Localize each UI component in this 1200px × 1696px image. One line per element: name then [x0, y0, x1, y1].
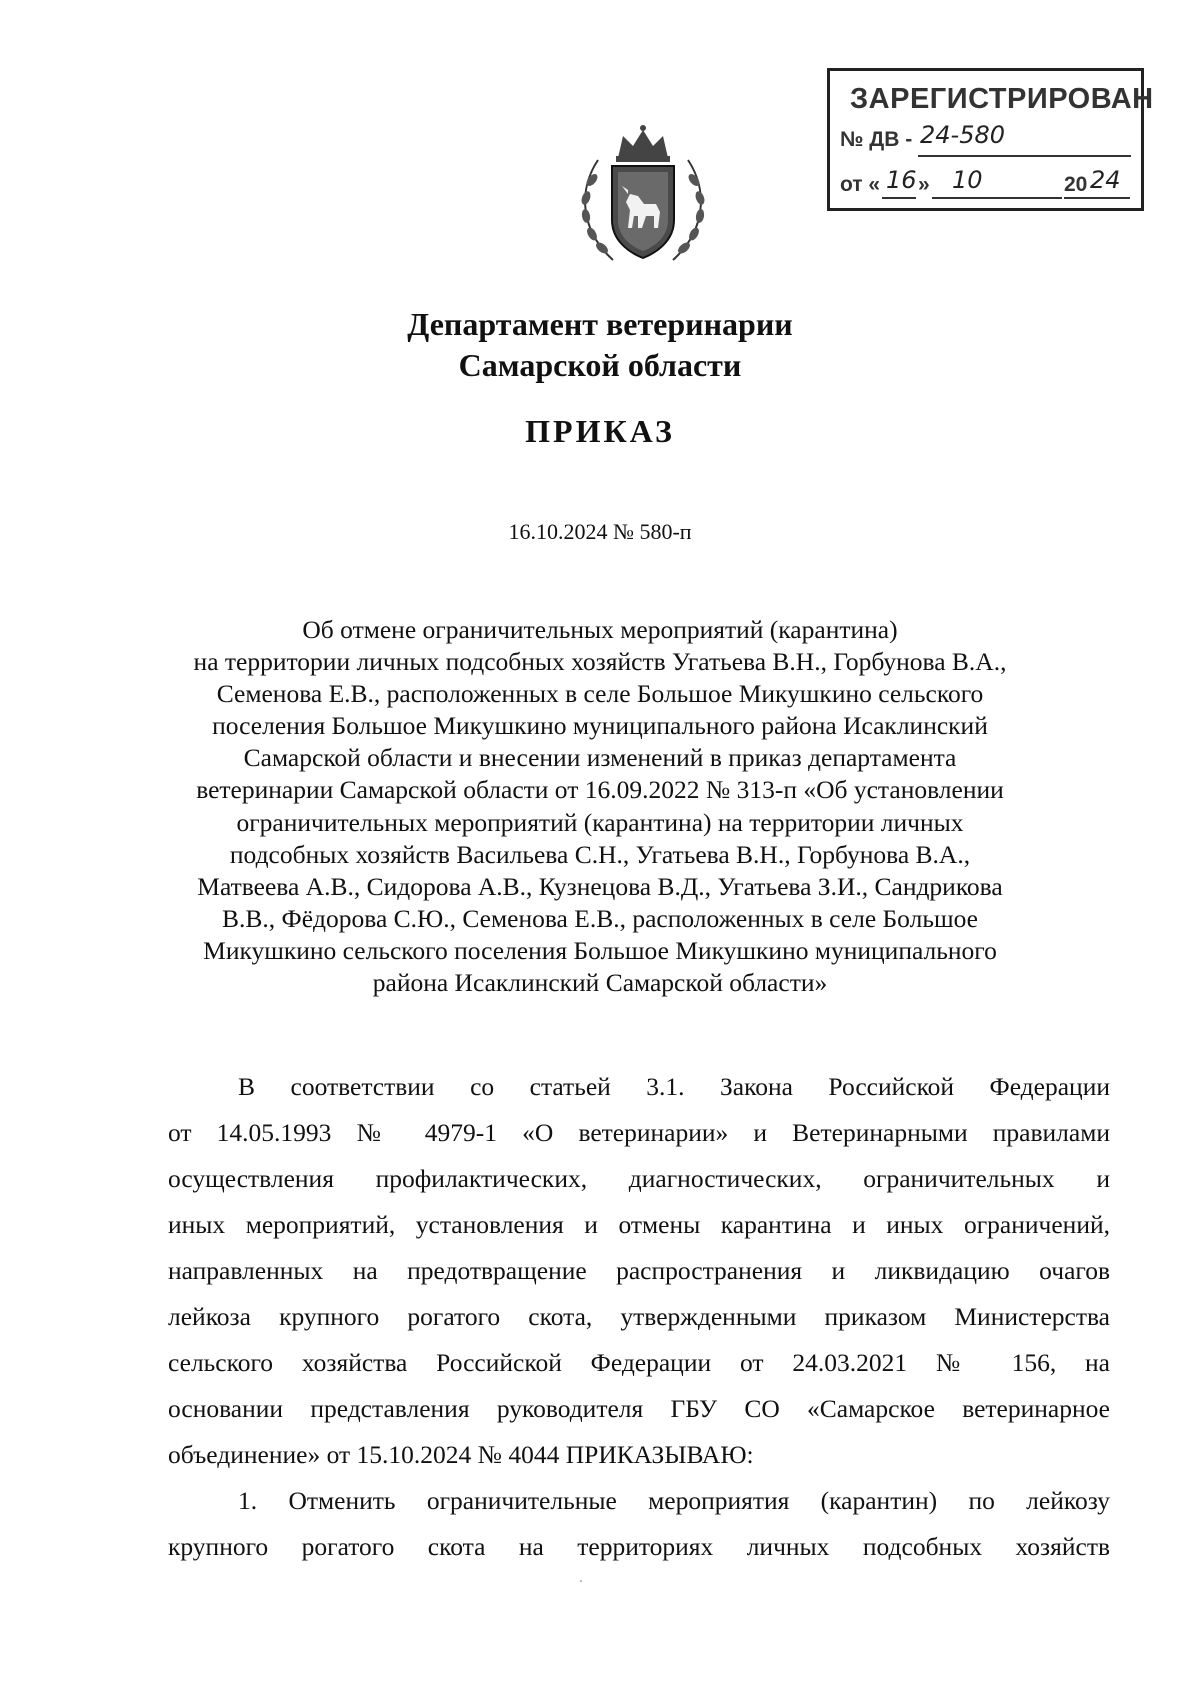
stamp-year-underline: [1064, 197, 1130, 199]
title-line: на территории личных подсобных хозяйств Угатьева В.Н., Горбунова В.А.,: [193, 647, 1007, 677]
title-line: Микушкино сельского поселения Большое Микушкино муниципального: [203, 935, 997, 965]
title-line: поселения Большое Микушкино муниципального района Исаклинский: [212, 711, 988, 741]
clause-1-paragraph: [168, 1478, 1110, 1570]
paragraph-line: крупного рогатого скота на территориях личных подсобных хозяйств: [168, 1532, 1110, 1561]
stamp-number-underline: [918, 155, 1131, 157]
stamp-date-prefix: от «: [840, 173, 881, 196]
paragraph-line: направленных на предотвращение распространения и ликвидацию очагов: [168, 1256, 1110, 1285]
order-title-block: [140, 614, 1060, 999]
paragraph-line: от 14.05.1993 № 4979-1 «О ветеринарии» и Ветеринарными правилами: [168, 1118, 1110, 1147]
paragraph-line: осуществления профилактических, диагностических, ограничительных и: [168, 1164, 1110, 1193]
title-line: подсобных хозяйств Васильева С.Н., Угатьева В.Н., Горбунова В.А.,: [229, 839, 971, 869]
stamp-date-row: [840, 173, 880, 197]
stamp-date-day: 16: [886, 166, 917, 194]
stamp-year-suffix: 24: [1090, 166, 1121, 194]
department-name-line1: Департамент ветеринарии: [407, 306, 793, 342]
stamp-day-underline: [882, 197, 916, 199]
title-line: ограничительных мероприятий (карантина) на территории личных: [236, 807, 964, 837]
title-line: района Исаклинский Самарской области»: [372, 968, 828, 998]
department-name-line2: Самарской области: [458, 347, 742, 383]
stamp-date-month: 10: [952, 166, 983, 194]
paragraph-line: иных мероприятий, установления и отмены карантина и иных ограничений,: [168, 1210, 1110, 1239]
samara-coat-of-arms-icon: [568, 120, 718, 270]
registration-stamp: [827, 68, 1154, 211]
order-date-number: 16.10.2024 № 580-п: [508, 519, 692, 544]
stamp-number-label: № ДВ -: [840, 128, 913, 151]
title-line: В.В., Фёдорова С.Ю., Семенова Е.В., расположенных в селе Большое: [222, 903, 978, 933]
title-line: Семенова Е.В., расположенных в селе Большое Микушкино сельского: [216, 679, 984, 709]
paragraph-line: 1. Отменить ограничительные мероприятия (карантин) по лейкозу: [238, 1486, 1110, 1515]
stamp-year-prefix: 20: [1064, 173, 1088, 196]
paragraph-line: объединение» от 15.10.2024 № 4044 ПРИКАЗЫВАЮ:: [168, 1440, 754, 1469]
paragraph-line: сельского хозяйства Российской Федерации от 24.03.2021 № 156, на: [168, 1348, 1110, 1377]
stamp-number-row: [840, 128, 912, 152]
stamp-month-underline: [932, 197, 1062, 199]
paragraph-line: лейкоза крупного рогатого скота, утвержденными приказом Министерства: [168, 1302, 1110, 1331]
title-line: ветеринарии Самарской области от 16.09.2022 № 313-п «Об установлении: [196, 775, 1004, 805]
stamp-number-value: 24-580: [920, 121, 1006, 149]
paragraph-line: основании представления руководителя ГБУ СО «Самарское ветеринарное: [168, 1394, 1110, 1423]
title-line: Самарской области и внесении изменений в приказ департамента: [243, 743, 957, 773]
preamble-paragraph: [168, 1064, 1110, 1478]
paragraph-line: В соответствии со статьей 3.1. Закона Российской Федерации: [238, 1072, 1110, 1101]
title-line: Об отмене ограничительных мероприятий (карантина): [302, 615, 898, 644]
title-line: Матвеева А.В., Сидорова А.В., Кузнецова В.Д., Угатьева З.И., Сандрикова: [197, 871, 1003, 901]
stamp-date-sep: »: [918, 173, 930, 196]
document-type: ПРИКАЗ: [525, 413, 675, 449]
scan-speck: [580, 1580, 582, 1582]
stamp-title: ЗАРЕГИСТРИРОВАН: [850, 83, 1154, 115]
